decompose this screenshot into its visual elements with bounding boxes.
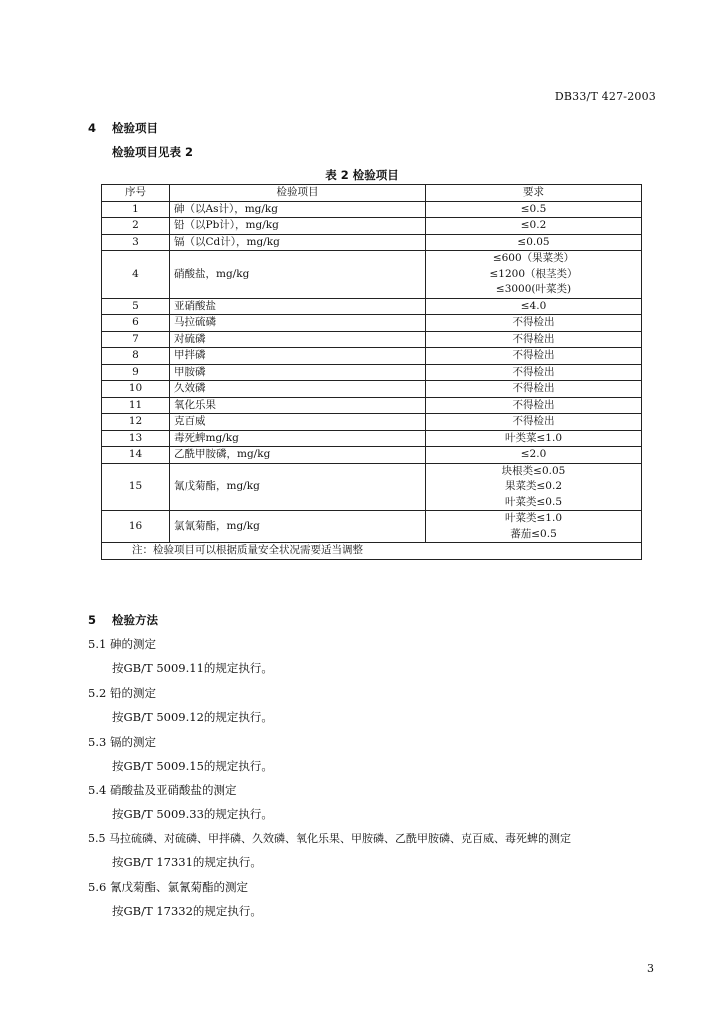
- section-5-title: 检验方法: [112, 613, 158, 627]
- table-row: [102, 397, 642, 414]
- req-line: 叶类菜≤1.0: [505, 431, 562, 444]
- col-header-no: 序号: [102, 185, 170, 202]
- req-line: ≤2.0: [520, 448, 547, 460]
- row-item: 乙酰甲胺磷，mg/kg: [170, 447, 426, 464]
- table-row: [102, 511, 642, 543]
- row-no: 6: [102, 315, 170, 332]
- req-line: ≤3000(叶菜类): [495, 283, 572, 295]
- req-line: 不得检出: [512, 316, 555, 328]
- table-note-row: [102, 543, 642, 560]
- subsection-body: 按GB/T 5009.11的规定执行。: [112, 661, 273, 675]
- row-item: 克百威: [170, 414, 426, 431]
- row-req: [426, 234, 642, 251]
- subsection-body: 按GB/T 5009.15的规定执行。: [112, 759, 273, 773]
- section-4-title: 检验项目: [112, 121, 158, 135]
- req-line: 叶菜类≤0.5: [505, 495, 562, 508]
- row-no: 10: [102, 381, 170, 398]
- page-number: 3: [647, 962, 654, 975]
- table-row: [102, 348, 642, 365]
- row-req: [426, 218, 642, 235]
- row-no: 14: [102, 447, 170, 464]
- row-req: [426, 430, 642, 447]
- table-row: [102, 463, 642, 511]
- row-req: [426, 348, 642, 365]
- row-no: 11: [102, 397, 170, 414]
- subsection-heading: 5.3 镉的测定: [88, 735, 156, 749]
- row-no: 9: [102, 364, 170, 381]
- row-no: 13: [102, 430, 170, 447]
- req-line: ≤600（果菜类）: [492, 252, 575, 264]
- row-req: [426, 331, 642, 348]
- row-req: [426, 463, 642, 511]
- row-item: 马拉硫磷: [170, 315, 426, 332]
- row-no: 2: [102, 218, 170, 235]
- row-no: 8: [102, 348, 170, 365]
- section-4-number: 4: [88, 121, 97, 135]
- section-5-heading: [88, 612, 158, 628]
- subsection-body: 按GB/T 5009.12的规定执行。: [112, 710, 273, 724]
- req-line: 不得检出: [512, 398, 555, 411]
- row-req: [426, 381, 642, 398]
- section-5-number: 5: [88, 613, 97, 627]
- req-line: 不得检出: [512, 365, 555, 378]
- table-row: [102, 201, 642, 218]
- table-header-row: [102, 185, 642, 202]
- req-line: ≤0.5: [520, 202, 547, 215]
- req-line: 不得检出: [512, 415, 555, 427]
- row-no: 15: [102, 463, 170, 511]
- row-no: 12: [102, 414, 170, 431]
- row-item: 久效磷: [170, 381, 426, 398]
- table-row: [102, 430, 642, 447]
- row-req: [426, 511, 642, 543]
- req-line: ≤0.05: [517, 235, 550, 248]
- row-item: 氰戊菊酯，mg/kg: [170, 463, 426, 511]
- req-line: ≤0.2: [520, 219, 547, 231]
- row-item: 镉（以Cd计），mg/kg: [170, 234, 426, 251]
- row-req: [426, 251, 642, 299]
- subsection-heading: 5.1 砷的测定: [88, 637, 156, 651]
- col-header-item: 检验项目: [170, 185, 426, 202]
- col-header-req: 要求: [426, 185, 642, 202]
- row-req: [426, 201, 642, 218]
- table-row: [102, 381, 642, 398]
- row-item: 对硫磷: [170, 331, 426, 348]
- inspection-items-table: [101, 184, 642, 560]
- table-row: [102, 298, 642, 315]
- section-4-heading: [88, 120, 158, 136]
- row-item: 氯氰菊酯，mg/kg: [170, 511, 426, 543]
- row-item: 铅（以Pb计），mg/kg: [170, 218, 426, 235]
- table-row: [102, 234, 642, 251]
- row-req: [426, 298, 642, 315]
- subsection-body: 按GB/T 17331的规定执行。: [112, 855, 262, 869]
- req-line: 不得检出: [512, 332, 555, 345]
- row-item: 甲胺磷: [170, 364, 426, 381]
- table-row: [102, 331, 642, 348]
- table-row: [102, 315, 642, 332]
- table-row: [102, 364, 642, 381]
- row-item: 氧化乐果: [170, 397, 426, 414]
- row-no: 7: [102, 331, 170, 348]
- table-row: [102, 251, 642, 299]
- document-code: DB33/T 427-2003: [554, 90, 656, 103]
- subsection-body: 按GB/T 17332的规定执行。: [112, 904, 262, 918]
- subsection-body: 按GB/T 5009.33的规定执行。: [112, 807, 273, 821]
- row-item: 亚硝酸盐: [170, 298, 426, 315]
- row-req: [426, 414, 642, 431]
- req-line: 叶菜类≤1.0: [505, 512, 562, 524]
- req-line: ≤1200（根茎类）: [489, 267, 578, 280]
- row-no: 3: [102, 234, 170, 251]
- req-line: 果菜类≤0.2: [505, 480, 562, 492]
- row-item: 硝酸盐，mg/kg: [170, 251, 426, 299]
- table-note: 注：检验项目可以根据质量安全状况需要适当调整: [102, 543, 642, 560]
- req-line: 块根类≤0.05: [501, 464, 566, 477]
- section-4-intro: 检验项目见表 2: [112, 145, 194, 159]
- subsection-heading: 5.4 硝酸盐及亚硝酸盐的测定: [88, 783, 237, 797]
- req-line: ≤4.0: [520, 299, 547, 312]
- req-line: 不得检出: [512, 382, 555, 394]
- table-caption: 表 2 检验项目: [325, 168, 399, 182]
- row-req: [426, 315, 642, 332]
- req-line: 不得检出: [512, 349, 555, 361]
- row-no: 5: [102, 298, 170, 315]
- row-item: 砷（以As计），mg/kg: [170, 201, 426, 218]
- req-line: 蕃茄≤0.5: [510, 527, 557, 540]
- row-item: 甲拌磷: [170, 348, 426, 365]
- table-row: [102, 218, 642, 235]
- row-req: [426, 397, 642, 414]
- table-row: [102, 414, 642, 431]
- row-no: 4: [102, 251, 170, 299]
- row-req: [426, 447, 642, 464]
- row-req: [426, 364, 642, 381]
- row-no: 1: [102, 201, 170, 218]
- subsection-heading: 5.6 氰戊菊酯、氯氰菊酯的测定: [88, 880, 248, 894]
- table-row: [102, 447, 642, 464]
- row-item: 毒死蜱mg/kg: [170, 430, 426, 447]
- subsection-heading: 5.5 马拉硫磷、对硫磷、甲拌磷、久效磷、氧化乐果、甲胺磷、乙酰甲胺磷、克百威、毒死蜱的测定: [88, 832, 571, 845]
- subsection-heading: 5.2 铅的测定: [88, 686, 156, 700]
- row-no: 16: [102, 511, 170, 543]
